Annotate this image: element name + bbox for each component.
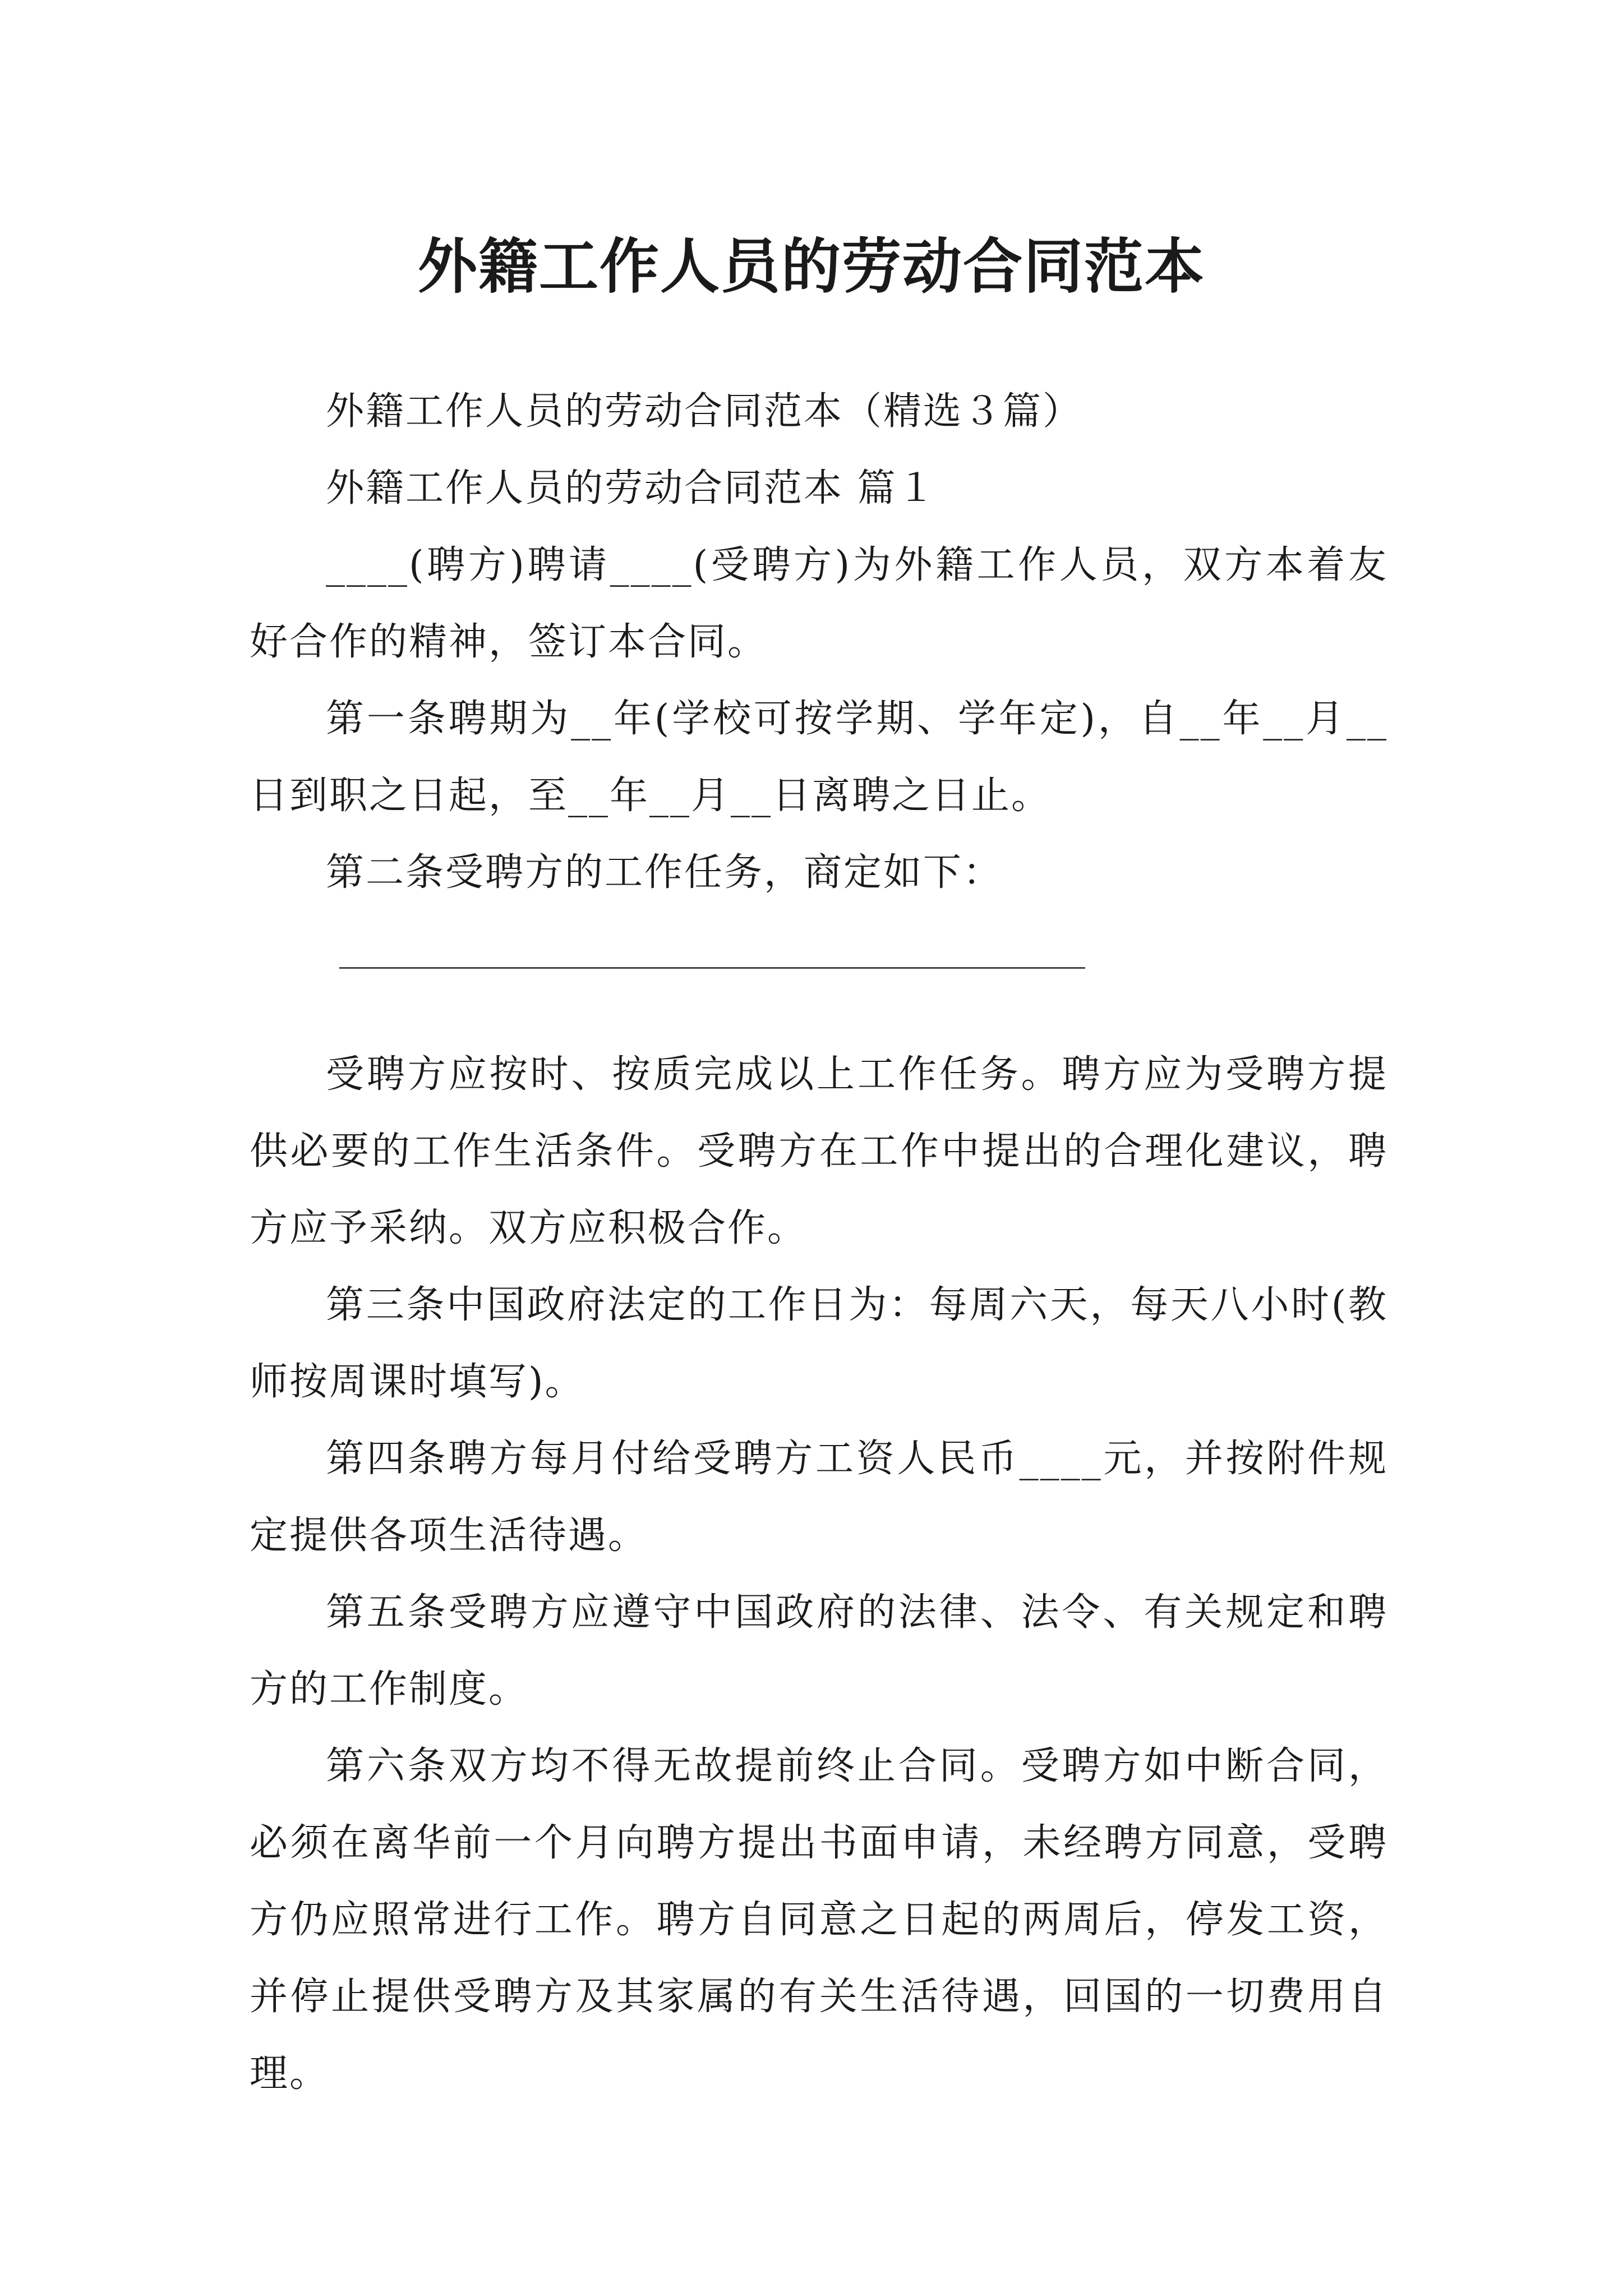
- section-heading: 外籍工作人员的劳动合同范本 篇１: [326, 466, 937, 510]
- paragraph-duties: 受聘方应按时、按质完成以上工作任务。聘方应为受聘方提供必要的工作生活条件。受聘方在工作中提出的合理化建议，聘方应予采纳。双方应积极合作。: [250, 1052, 1388, 1250]
- paragraph-article-5: 第五条受聘方应遵守中国政府的法律、法令、有关规定和聘方的工作制度。: [250, 1590, 1388, 1711]
- paragraph-article-3: 第三条中国政府法定的工作日为：每周六天，每天八小时(教师按周课时填写)。: [250, 1283, 1388, 1404]
- paragraph-article-4: 第四条聘方每月付给受聘方工资人民币____元，并按附件规定提供各项生活待遇。: [250, 1437, 1388, 1558]
- paragraph-article-2: 第二条受聘方的工作任务，商定如下：: [326, 850, 1003, 895]
- paragraph-article-6: 第六条双方均不得无故提前终止合同。受聘方如中断合同，必须在离华前一个月向聘方提出书面申请，未经聘方同意，受聘方仍应照常进行工作。聘方自同意之日起的两周后，停发工资，并停止提供受聘方及其家属的有关生活待遇，回国的一切费用自理。: [250, 1744, 1388, 2096]
- document-body: [250, 373, 1388, 2112]
- paragraph-article-1: 第一条聘期为__年(学校可按学期、学年定)，自__年__月__日到职之日起，至__年__月__日离聘之日止。: [250, 697, 1388, 818]
- paragraph-intro: ____(聘方)聘请____(受聘方)为外籍工作人员，双方本着友好合作的精神，签订本合同。: [250, 543, 1388, 664]
- document-subtitle: 外籍工作人员的劳动合同范本（精选３篇）: [326, 389, 1083, 434]
- blank-fill-line: [339, 967, 1085, 969]
- document-title: 外籍工作人员的劳动合同范本: [418, 231, 1205, 302]
